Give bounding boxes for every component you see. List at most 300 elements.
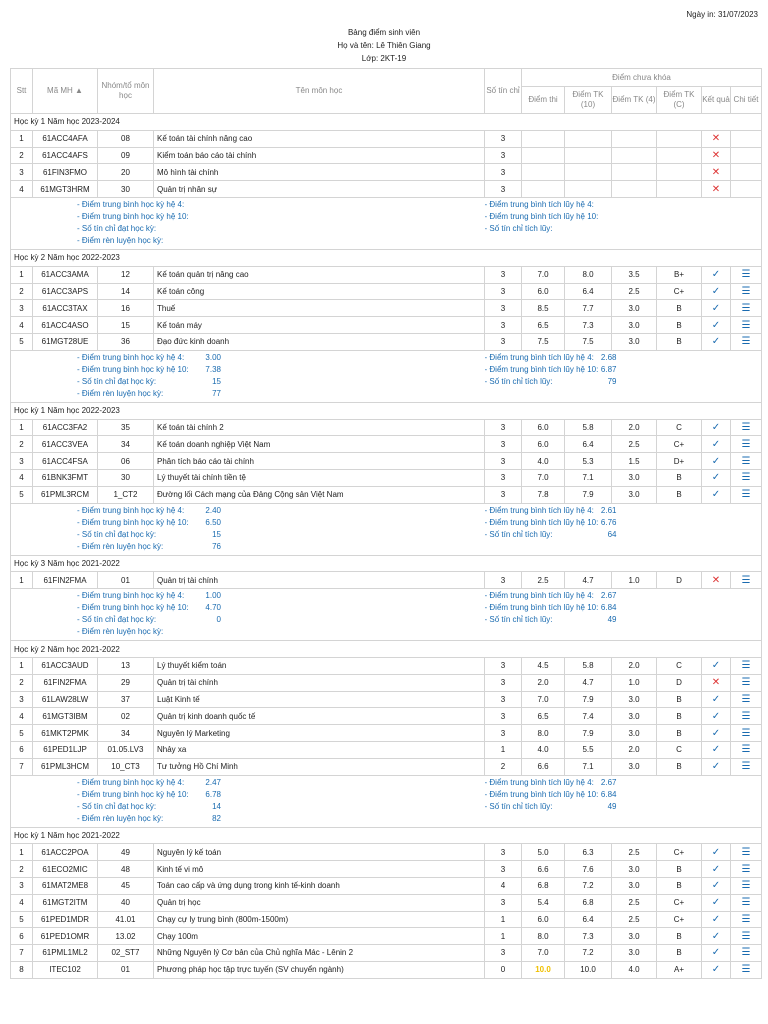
course-group: 49 (98, 844, 154, 861)
course-code: 61ACC3APS (33, 283, 98, 300)
course-code: 61ACC3FA2 (33, 419, 98, 436)
course-row (11, 283, 762, 300)
list-icon[interactable]: ☰ (741, 455, 751, 467)
course-group: 01 (98, 961, 154, 978)
exam-score (522, 181, 565, 198)
course-row (11, 419, 762, 436)
summary-line (485, 614, 762, 626)
summary-value: 79 (607, 376, 617, 386)
final-score-letter: A+ (657, 961, 702, 978)
course-code: 61FIN3FMO (33, 164, 98, 181)
list-icon[interactable]: ☰ (741, 269, 751, 281)
course-credits: 3 (485, 436, 522, 453)
detail-cell (731, 572, 762, 589)
summary-semester (11, 775, 485, 827)
course-name: Lý thuyết tài chính tiền tệ (154, 469, 485, 486)
result-cell (702, 911, 731, 928)
semester-summary (11, 589, 762, 641)
course-credits: 3 (485, 894, 522, 911)
check-icon: ✓ (711, 863, 721, 875)
detail-cell (731, 844, 762, 861)
course-name: Kế toán tài chính nâng cao (154, 130, 485, 147)
row-number: 3 (11, 691, 33, 708)
course-name: Nhảy xa (154, 741, 485, 758)
close-icon: ✕ (711, 166, 721, 178)
summary-label: - Điểm trung bình tích lũy hệ 10: (484, 603, 599, 613)
semester-summary (11, 197, 762, 249)
detail-cell (731, 453, 762, 470)
course-row (11, 861, 762, 878)
row-number: 1 (11, 266, 33, 283)
course-name: Nguyên lý Marketing (154, 725, 485, 742)
summary-line (77, 777, 485, 789)
final-score-10: 8.0 (565, 266, 612, 283)
final-score-letter (657, 181, 702, 198)
exam-score: 7.0 (522, 266, 565, 283)
course-code: 61ACC3AUD (33, 657, 98, 674)
final-score-4: 3.0 (612, 317, 657, 334)
course-code: 61MGT3IBM (33, 708, 98, 725)
final-score-10: 7.5 (565, 333, 612, 350)
list-icon[interactable]: ☰ (741, 319, 751, 331)
exam-score (522, 147, 565, 164)
course-row (11, 333, 762, 350)
course-code: 61ACC4FSA (33, 453, 98, 470)
result-cell (702, 266, 731, 283)
course-code: 61PML3RCM (33, 486, 98, 503)
list-icon[interactable]: ☰ (741, 574, 751, 586)
course-group: 45 (98, 877, 154, 894)
list-icon[interactable]: ☰ (741, 846, 751, 858)
final-score-10 (565, 147, 612, 164)
exam-score: 5.0 (522, 844, 565, 861)
summary-value: 6.84 (600, 789, 617, 799)
course-name: Nguyên lý kế toán (154, 844, 485, 861)
list-icon[interactable]: ☰ (741, 947, 751, 959)
final-score-10: 7.1 (565, 469, 612, 486)
summary-label: - Điểm trung bình tích lũy hệ 10: (484, 211, 599, 221)
summary-label: - Số tín chỉ đạt học kỳ: (77, 529, 157, 539)
final-score-4: 3.0 (612, 945, 657, 962)
summary-line (77, 529, 485, 541)
summary-label: - Số tín chỉ tích lũy: (484, 529, 553, 539)
list-icon[interactable]: ☰ (741, 727, 751, 739)
detail-cell (731, 333, 762, 350)
check-icon: ✓ (711, 727, 721, 739)
course-code: 61PED1OMR (33, 928, 98, 945)
final-score-10: 7.7 (565, 300, 612, 317)
course-row (11, 911, 762, 928)
course-name: Quản trị nhân sự (154, 181, 485, 198)
final-score-10: 7.3 (565, 317, 612, 334)
check-icon: ✓ (711, 693, 721, 705)
exam-score: 7.0 (522, 691, 565, 708)
check-icon: ✓ (711, 947, 721, 959)
result-cell (702, 147, 731, 164)
detail-cell (731, 961, 762, 978)
exam-score: 6.5 (522, 708, 565, 725)
list-icon[interactable]: ☰ (741, 710, 751, 722)
exam-score: 7.5 (522, 333, 565, 350)
final-score-4: 3.0 (612, 691, 657, 708)
list-icon[interactable]: ☰ (741, 897, 751, 909)
summary-label: - Điểm trung bình tích lũy hệ 4: (484, 352, 594, 362)
list-icon[interactable]: ☰ (741, 302, 751, 314)
course-credits: 3 (485, 657, 522, 674)
row-number: 1 (11, 130, 33, 147)
course-name: Phân tích báo cáo tài chính (154, 453, 485, 470)
course-name: Phương pháp học tập trực tuyến (SV chuyển ngành) (154, 961, 485, 978)
exam-score: 6.0 (522, 911, 565, 928)
transcript-table (10, 68, 762, 979)
summary-value: 2.47 (205, 777, 221, 787)
row-number: 1 (11, 572, 33, 589)
summary-value: 49 (607, 615, 617, 625)
summary-value: 2.40 (205, 505, 221, 515)
course-code: 61PED1LJP (33, 741, 98, 758)
course-credits: 4 (485, 877, 522, 894)
course-name: Quản trị tài chính (154, 674, 485, 691)
final-score-letter (657, 147, 702, 164)
list-icon[interactable]: ☰ (741, 472, 751, 484)
detail-cell (731, 945, 762, 962)
row-number: 3 (11, 877, 33, 894)
detail-cell (731, 419, 762, 436)
detail-cell (731, 741, 762, 758)
exam-score: 6.6 (522, 861, 565, 878)
final-score-letter: C (657, 741, 702, 758)
header-code[interactable]: Mã MH ▲ (33, 69, 98, 114)
summary-line (77, 352, 485, 364)
summary-line (77, 199, 485, 211)
summary-line (77, 235, 485, 247)
course-code: 61MGT3HRM (33, 181, 98, 198)
final-score-4: 3.0 (612, 928, 657, 945)
summary-cumulative (485, 350, 762, 402)
detail-cell (731, 708, 762, 725)
result-cell (702, 164, 731, 181)
final-score-letter: B (657, 758, 702, 775)
semester-title: Học kỳ 1 Năm học 2021-2022 (11, 827, 762, 844)
exam-score: 6.5 (522, 317, 565, 334)
list-icon[interactable]: ☰ (741, 930, 751, 942)
summary-value: 2.67 (600, 777, 617, 787)
summary-value: 4.70 (205, 603, 221, 613)
course-name: Quản trị kinh doanh quốc tế (154, 708, 485, 725)
summary-label: - Điểm trung bình học kỳ hệ 4: (77, 591, 185, 601)
summary-value: 0 (216, 615, 221, 625)
course-group: 30 (98, 181, 154, 198)
result-cell (702, 572, 731, 589)
course-code: 61FIN2FMA (33, 572, 98, 589)
row-number: 5 (11, 486, 33, 503)
summary-line (485, 505, 762, 517)
row-number: 3 (11, 453, 33, 470)
check-icon: ✓ (711, 472, 721, 484)
summary-label: - Điểm trung bình tích lũy hệ 10: (484, 517, 599, 527)
list-icon[interactable]: ☰ (741, 660, 751, 672)
summary-label: - Điểm trung bình học kỳ hệ 4: (77, 777, 185, 787)
result-cell (702, 283, 731, 300)
course-code: 61ACC3VEA (33, 436, 98, 453)
class-name: Lớp: 2KT-19 (361, 54, 407, 63)
final-score-letter: B (657, 725, 702, 742)
course-name: Kinh tế vi mô (154, 861, 485, 878)
exam-score: 7.0 (522, 945, 565, 962)
close-icon: ✕ (711, 183, 721, 195)
summary-line (77, 541, 485, 553)
course-row (11, 572, 762, 589)
student-name: Họ và tên: Lê Thiên Giang (337, 41, 431, 50)
final-score-letter: C (657, 419, 702, 436)
row-number: 2 (11, 674, 33, 691)
final-score-letter: B (657, 945, 702, 962)
final-score-10: 7.2 (565, 877, 612, 894)
summary-label: - Điểm trung bình học kỳ hệ 10: (77, 211, 189, 221)
row-number: 7 (11, 945, 33, 962)
course-group: 10_CT3 (98, 758, 154, 775)
list-icon[interactable]: ☰ (741, 744, 751, 756)
header-ungraded-group: Điểm chưa khóa (522, 69, 762, 87)
list-icon[interactable]: ☰ (741, 913, 751, 925)
header-exam: Điểm thi (522, 87, 565, 114)
result-cell (702, 928, 731, 945)
final-score-letter: D (657, 674, 702, 691)
summary-value: 2.67 (600, 591, 617, 601)
final-score-letter: B (657, 300, 702, 317)
check-icon: ✓ (711, 302, 721, 314)
list-icon[interactable]: ☰ (741, 285, 751, 297)
course-name: Kế toán doanh nghiệp Việt Nam (154, 436, 485, 453)
final-score-4: 2.0 (612, 657, 657, 674)
summary-label: - Điểm rèn luyện học kỳ: (77, 388, 164, 398)
semester-title: Học kỳ 2 Năm học 2022-2023 (11, 249, 762, 266)
course-credits: 3 (485, 708, 522, 725)
exam-score: 8.0 (522, 928, 565, 945)
summary-semester (11, 350, 485, 402)
final-score-10: 7.9 (565, 725, 612, 742)
list-icon[interactable]: ☰ (741, 693, 751, 705)
course-group: 08 (98, 130, 154, 147)
course-name: Lý thuyết kiểm toán (154, 657, 485, 674)
summary-line (485, 590, 762, 602)
summary-label: - Số tín chỉ tích lũy: (484, 223, 553, 233)
final-score-letter: C+ (657, 283, 702, 300)
check-icon: ✓ (711, 489, 721, 501)
final-score-10: 7.9 (565, 486, 612, 503)
course-credits: 3 (485, 130, 522, 147)
summary-label: - Số tín chỉ đạt học kỳ: (77, 376, 157, 386)
summary-label: - Điểm trung bình tích lũy hệ 4: (484, 199, 594, 209)
summary-value: 6.84 (600, 603, 617, 613)
final-score-letter (657, 130, 702, 147)
exam-score: 7.8 (522, 486, 565, 503)
summary-label: - Điểm trung bình tích lũy hệ 10: (484, 364, 599, 374)
course-name: Đạo đức kinh doanh (154, 333, 485, 350)
course-credits: 3 (485, 844, 522, 861)
course-group: 37 (98, 691, 154, 708)
summary-line (77, 364, 485, 376)
course-name: Tư tưởng Hồ Chí Minh (154, 758, 485, 775)
final-score-10: 6.3 (565, 844, 612, 861)
summary-line (77, 376, 485, 388)
row-number: 6 (11, 928, 33, 945)
final-score-letter: B+ (657, 266, 702, 283)
header-tk4: Điểm TK (4) (612, 87, 657, 114)
summary-value: 76 (212, 541, 221, 551)
course-row (11, 844, 762, 861)
summary-label: - Điểm trung bình học kỳ hệ 4: (77, 199, 185, 209)
result-cell (702, 657, 731, 674)
final-score-4 (612, 181, 657, 198)
semester-title: Học kỳ 1 Năm học 2022-2023 (11, 402, 762, 419)
course-name: Những Nguyên lý Cơ bản của Chủ nghĩa Mác - Lênin 2 (154, 945, 485, 962)
list-icon[interactable]: ☰ (741, 438, 751, 450)
row-number: 5 (11, 725, 33, 742)
course-credits: 3 (485, 300, 522, 317)
semester-row (11, 827, 762, 844)
summary-line (485, 211, 762, 223)
check-icon: ✓ (711, 744, 721, 756)
course-name: Đường lối Cách mạng của Đảng Cộng sản Việt Nam (154, 486, 485, 503)
result-cell (702, 758, 731, 775)
result-cell (702, 130, 731, 147)
course-code: 61ACC2POA (33, 844, 98, 861)
course-group: 34 (98, 725, 154, 742)
course-group: 16 (98, 300, 154, 317)
final-score-letter: D+ (657, 453, 702, 470)
list-icon[interactable]: ☰ (741, 761, 751, 773)
final-score-4: 3.0 (612, 725, 657, 742)
list-icon[interactable]: ☰ (741, 336, 751, 348)
semester-title: Học kỳ 3 Năm học 2021-2022 (11, 555, 762, 572)
row-number: 1 (11, 844, 33, 861)
final-score-4: 2.5 (612, 844, 657, 861)
course-row (11, 266, 762, 283)
result-cell (702, 961, 731, 978)
course-credits: 3 (485, 572, 522, 589)
exam-score: 4.5 (522, 657, 565, 674)
summary-line (77, 602, 485, 614)
check-icon: ✓ (711, 930, 721, 942)
final-score-10: 5.8 (565, 419, 612, 436)
summary-label: - Điểm trung bình học kỳ hệ 10: (77, 603, 189, 613)
course-credits: 1 (485, 741, 522, 758)
course-code: 61ACC4AFA (33, 130, 98, 147)
final-score-10: 5.5 (565, 741, 612, 758)
detail-cell (731, 691, 762, 708)
final-score-letter: B (657, 877, 702, 894)
list-icon[interactable]: ☰ (741, 677, 751, 689)
course-row (11, 317, 762, 334)
summary-value: 6.50 (205, 517, 221, 527)
result-cell (702, 945, 731, 962)
final-score-4: 3.5 (612, 266, 657, 283)
summary-line (485, 517, 762, 529)
summary-label: - Điểm rèn luyện học kỳ: (77, 541, 164, 551)
row-number: 1 (11, 657, 33, 674)
semester-row (11, 555, 762, 572)
summary-line (485, 602, 762, 614)
header-stt: Stt (11, 69, 33, 114)
row-number: 5 (11, 911, 33, 928)
summary-line (77, 505, 485, 517)
list-icon[interactable]: ☰ (741, 880, 751, 892)
final-score-4: 1.5 (612, 453, 657, 470)
check-icon: ✓ (711, 421, 721, 433)
list-icon[interactable]: ☰ (741, 421, 751, 433)
check-icon: ✓ (711, 913, 721, 925)
course-credits: 3 (485, 469, 522, 486)
check-icon: ✓ (711, 438, 721, 450)
final-score-10: 7.2 (565, 945, 612, 962)
header-tkc: Điểm TK (C) (657, 87, 702, 114)
summary-value: 64 (607, 529, 617, 539)
row-number: 2 (11, 436, 33, 453)
row-number: 3 (11, 300, 33, 317)
course-code: 61ACC4ASO (33, 317, 98, 334)
course-credits: 3 (485, 419, 522, 436)
summary-value: 6.76 (600, 517, 617, 527)
course-name: Kế toán máy (154, 317, 485, 334)
course-row (11, 961, 762, 978)
semester-title: Học kỳ 2 Năm học 2021-2022 (11, 641, 762, 658)
result-cell (702, 725, 731, 742)
semester-summary (11, 775, 762, 827)
course-group: 35 (98, 419, 154, 436)
course-name: Quản trị học (154, 894, 485, 911)
check-icon: ✓ (711, 660, 721, 672)
detail-cell (731, 300, 762, 317)
summary-line (485, 352, 762, 364)
summary-label: - Điểm trung bình tích lũy hệ 4: (484, 505, 594, 515)
final-score-10: 7.3 (565, 928, 612, 945)
course-credits: 3 (485, 486, 522, 503)
list-icon[interactable]: ☰ (741, 489, 751, 501)
course-name: Thuế (154, 300, 485, 317)
check-icon: ✓ (711, 846, 721, 858)
summary-value: 6.78 (205, 789, 221, 799)
final-score-letter: B (657, 691, 702, 708)
course-group: 12 (98, 266, 154, 283)
exam-score: 8.0 (522, 725, 565, 742)
course-credits: 1 (485, 911, 522, 928)
final-score-letter: B (657, 928, 702, 945)
final-score-10 (565, 181, 612, 198)
summary-label: - Điểm trung bình học kỳ hệ 4: (77, 352, 185, 362)
course-group: 20 (98, 164, 154, 181)
list-icon[interactable]: ☰ (741, 964, 751, 976)
summary-line (485, 376, 762, 388)
final-score-10: 6.8 (565, 894, 612, 911)
summary-label: - Điểm trung bình học kỳ hệ 10: (77, 364, 189, 374)
detail-cell (731, 283, 762, 300)
print-date: Ngày in: 31/07/2023 (686, 10, 758, 19)
course-row (11, 436, 762, 453)
course-row (11, 486, 762, 503)
summary-label: - Điểm trung bình tích lũy hệ 4: (484, 777, 594, 787)
course-group: 41.01 (98, 911, 154, 928)
exam-score: 6.8 (522, 877, 565, 894)
result-cell (702, 419, 731, 436)
list-icon[interactable]: ☰ (741, 863, 751, 875)
course-code: 61MGT2ITM (33, 894, 98, 911)
final-score-4: 3.0 (612, 300, 657, 317)
course-group: 34 (98, 436, 154, 453)
summary-value: 49 (607, 801, 617, 811)
exam-score: 8.5 (522, 300, 565, 317)
header-result: Kết quả (702, 87, 731, 114)
